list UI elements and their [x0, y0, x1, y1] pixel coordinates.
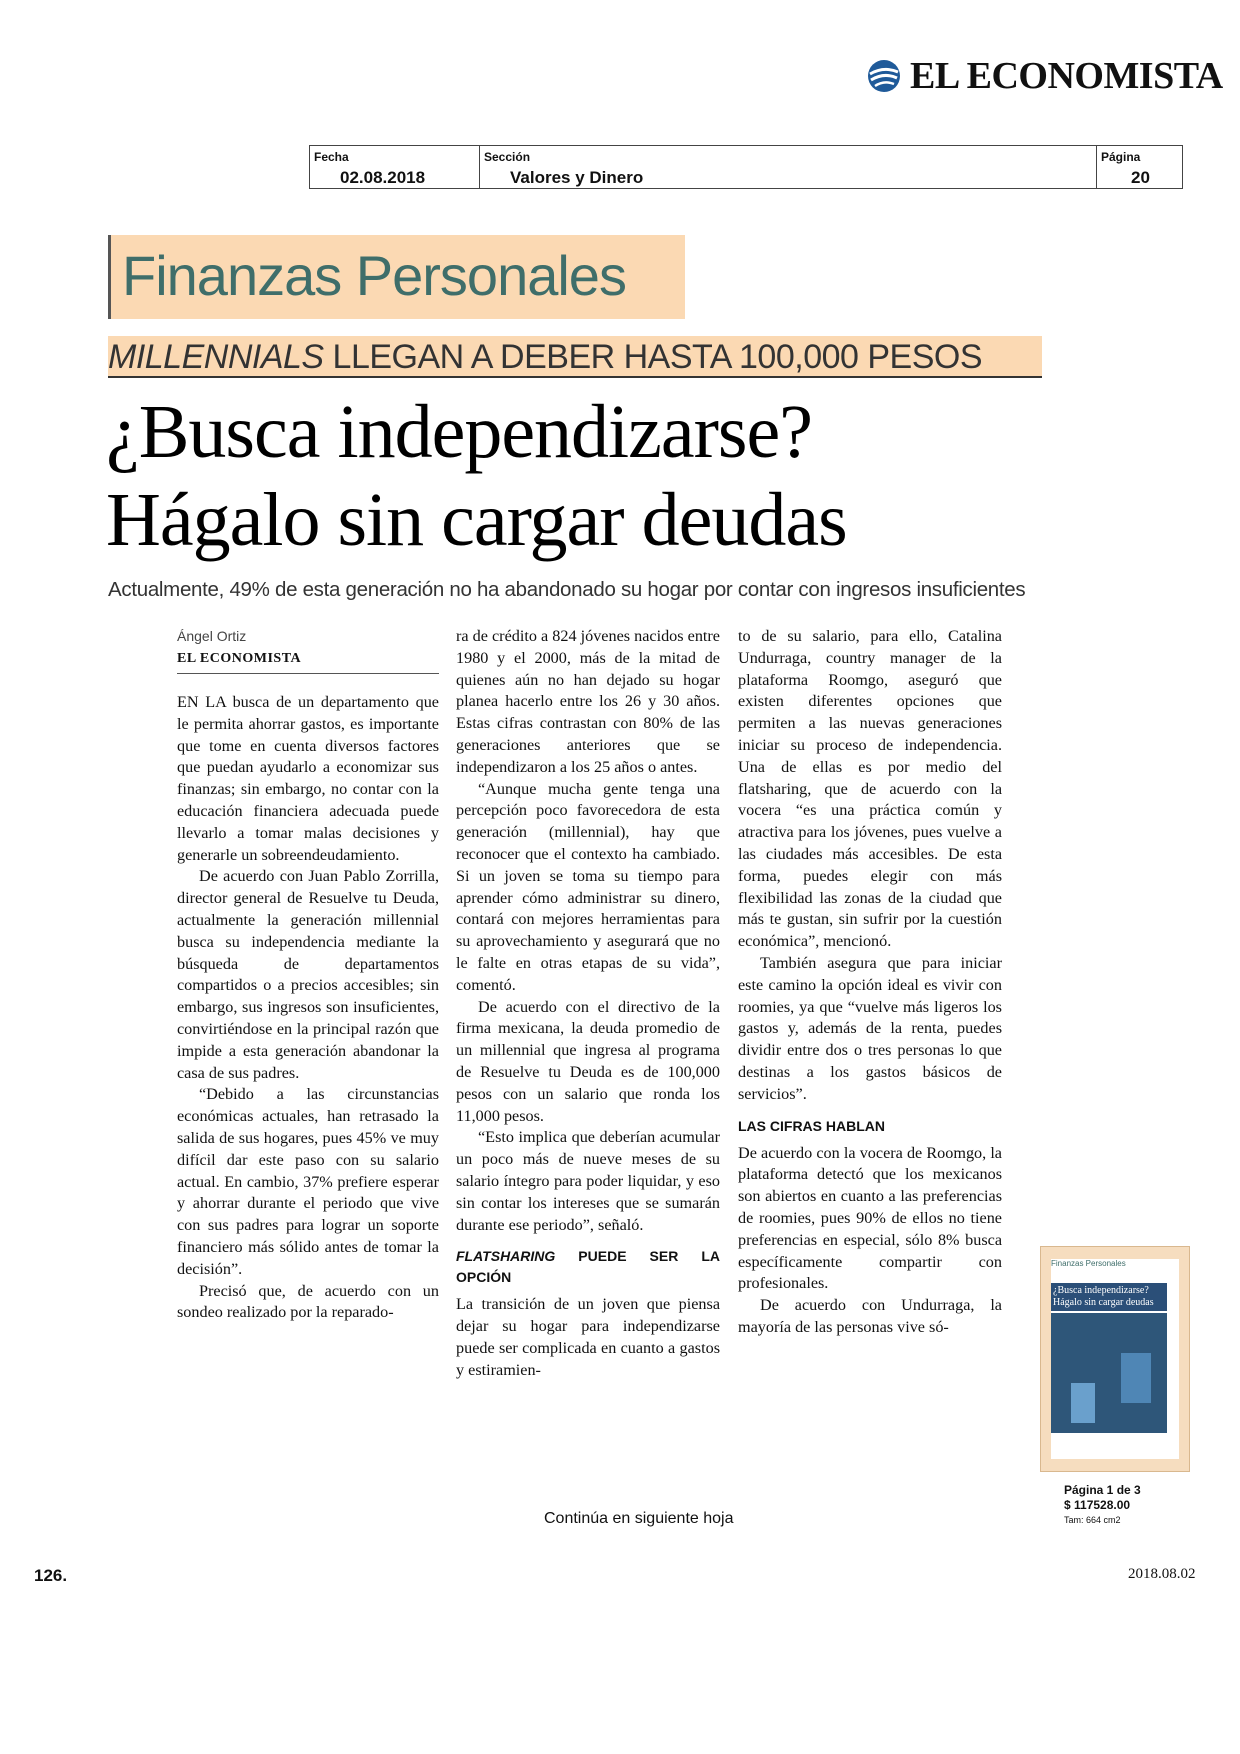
paragraph: De acuerdo con la vocera de Roomgo, la plataforma detectó que los mexicanos son abiertos en cuanto a las preferencias de roomies, pues 90% de ellos no tiene preferencias en especial, sólo 8% busca específicamente compartir con profesionales. — [738, 1143, 1002, 1293]
section-banner — [108, 235, 685, 319]
byline-outlet: EL ECONOMISTA — [177, 651, 302, 666]
section-cell — [480, 146, 1097, 188]
article-column-2 — [456, 626, 720, 1382]
section-value: Valores y Dinero — [510, 168, 644, 187]
kicker-italic: MILLENNIALS — [108, 338, 324, 376]
headline-line-2: Hágalo sin cargar deudas — [106, 478, 847, 562]
headline-line-1: ¿Busca independizarse? — [106, 390, 812, 474]
paragraph: “Debido a las circunstancias económicas actuales, han retrasado la salida de sus hogares, pues 45% ve muy difícil dar este paso con su salario actual. En cambio, 37% prefiere esperar y ahorrar durante el periodo que vive con sus padres para lograr un soporte financiero más sólido antes de tomar la decisión”. — [177, 1085, 439, 1278]
kicker-rest: LLEGAN A DEBER HASTA 100,000 PESOS — [323, 338, 983, 376]
headline — [106, 388, 1066, 564]
page-count: Página 1 de 3 — [1064, 1483, 1141, 1497]
paragraph: to de su salario, para ello, Catalina Undurraga, country manager de la plataforma Roomgo, aseguró que existen diferentes opciones que permiten a las nuevas generaciones iniciar su proceso de independencia. Una de ellas es por medio del flatsharing, que de acuerdo con la vocera “es una práctica común y atractiva para los jóvenes, pues vuelve a las ciudades más accesibles. De esta forma, puedes elegir con más flexibilidad las zonas de la ciudad que más te gustan, sin sufrir por la cuestión económica”, mencionó. — [738, 627, 1002, 951]
article-column-3 — [738, 626, 1002, 1339]
kicker-text — [108, 338, 982, 377]
globe-swoosh-icon — [866, 58, 902, 94]
paragraph: De acuerdo con el directivo de la firma mexicana, la deuda promedio de un millennial que ingresa al programa de Resuelve tu Deuda es de 100,000 pesos con un salario que ronda los 11,000 pesos. — [456, 997, 720, 1125]
date-label: Fecha — [314, 150, 349, 164]
thumbnail-headline: ¿Busca independizarse? Hágalo sin cargar deudas — [1051, 1283, 1167, 1311]
thumbnail-image — [1051, 1313, 1167, 1433]
thumbnail-image-building — [1071, 1383, 1095, 1423]
date-value: 02.08.2018 — [340, 168, 426, 187]
paragraph: “Aunque mucha gente tenga una percepción poco favorecedora de esta generación (millennial), hay que reconocer que el contexto ha cambiado. Si un joven se toma su tiempo para aprender cómo administrar su dinero, contará con mejores herramientas para su aprovechamiento y asegurará que no le falte en otras etapas de su vida”, comentó. — [456, 779, 720, 994]
paragraph: También asegura que para iniciar este camino la opción ideal es vivir con roomies, ya que “vuelve más ligeros los gastos y, además de la renta, puedes dividir entre dos o tres personas lo que destinas a los gastos básicos de servicios”. — [738, 953, 1002, 1103]
paragraph: De acuerdo con Undurraga, la mayoría de las personas vive só- — [738, 1296, 1002, 1336]
paragraph: ra de crédito a 824 jóvenes nacidos entre 1980 y el 2000, más de la mitad de quienes aún no han dejado su hogar planea hacerlo entre los 26 y 30 años. Estas cifras contrastan con 80% de las generaciones anteriores que se independizaron a los 25 años o antes. — [456, 627, 720, 776]
masthead-logo — [866, 56, 1226, 96]
page-info — [1064, 1483, 1141, 1528]
paragraph: De acuerdo con Juan Pablo Zorrilla, director general de Resuelve tu Deuda, actualmente la generación millennial busca su independencia mediante la búsqueda de departamentos compartidos o a precios accesibles; sin embargo, sus ingresos son insuficientes, convirtiéndose en la principal razón que impide a esta generación abandonar la casa de sus padres. — [177, 867, 439, 1082]
subhead-rest: PUEDE SER LA OPCIÓN — [456, 1248, 720, 1286]
continues-note: Continúa en siguiente hoja — [544, 1510, 734, 1527]
thumbnail-banner: Finanzas Personales — [1051, 1259, 1126, 1268]
section-title: Finanzas Personales — [122, 244, 626, 307]
subhead-italic: FLATSHARING — [456, 1248, 556, 1265]
clipping-header — [309, 145, 1183, 189]
clipping-number: 126. — [34, 1566, 68, 1585]
kicker — [108, 336, 1042, 378]
subhead-cifras: LAS CIFRAS HABLAN — [738, 1117, 885, 1134]
banner-rule — [108, 235, 111, 319]
logo-text: EL ECONOMISTA — [910, 55, 1223, 97]
footer-date: 2018.08.02 — [1128, 1566, 1196, 1582]
page-cell — [1097, 146, 1182, 188]
page-thumbnail — [1040, 1246, 1190, 1472]
dek: Actualmente, 49% de esta generación no ha abandonado su hogar por contar con ingresos insuficientes — [108, 578, 1026, 601]
section-label: Sección — [484, 150, 531, 164]
date-cell — [310, 146, 480, 188]
page-cost: $ 117528.00 — [1064, 1498, 1131, 1512]
byline-rule — [177, 673, 439, 674]
page-value: 20 — [1131, 168, 1150, 187]
subhead-flatsharing — [456, 1246, 720, 1288]
byline-author: Ángel Ortiz — [177, 628, 247, 644]
paragraph: Precisó que, de acuerdo con un sondeo realizado por la reparado- — [177, 1281, 439, 1322]
page-label: Página — [1101, 150, 1141, 164]
thumbnail-image-building — [1121, 1353, 1151, 1403]
paragraph: “Esto implica que deberían acumular un poco más de nueve meses de su salario íntegro para poder liquidar, y eso sin contar los intereses que se sumarán durante ese periodo”, señaló. — [456, 1128, 720, 1234]
paragraph: EN LA busca de un departamento que le permita ahorrar gastos, es importante que tome en cuenta diversos factores que puedan ayudarlo a economizar sus finanzas; sin embargo, no contar con la educación financiera adecuada puede llevarlo a tomar malas decisiones y generarle un sobreendeudamiento. — [177, 693, 439, 864]
article-column-1 — [177, 692, 439, 1324]
page-size: Tam: 664 cm2 — [1064, 1515, 1121, 1525]
paragraph: La transición de un joven que piensa dejar su hogar para independizarse puede ser complicada en cuanto a gastos y estiramien- — [456, 1295, 720, 1379]
